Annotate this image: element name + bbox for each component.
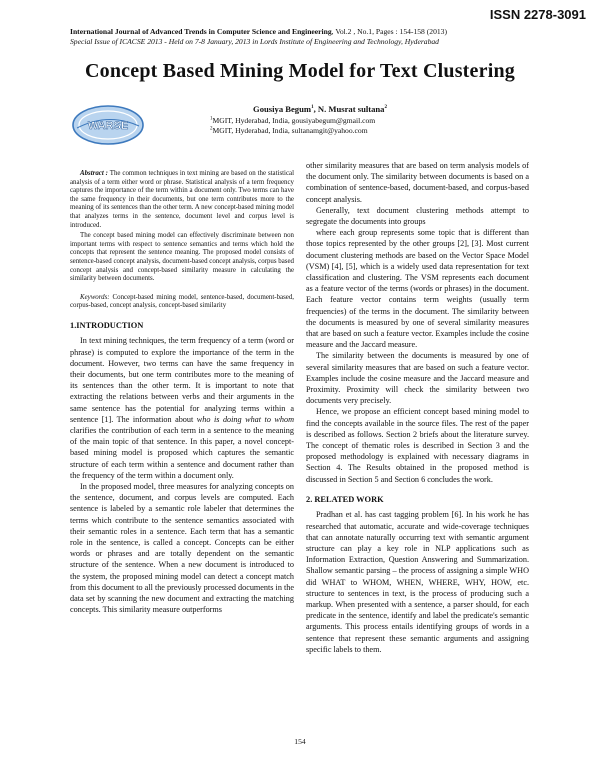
aff-1-sup: 1: [210, 116, 213, 122]
keywords-text: Concept-based mining model, sentence-based, document-based, corpus-based, concept analysis, concept-based similarity: [70, 293, 294, 310]
aff-2-text: MGIT, Hyderabad, India, sultanamgit@yahoo.com: [212, 126, 368, 135]
related-work-p1: Pradhan et al. has cast tagging problem [6]. In his work he has researched that automatic, accurate and wide-coverage techniques that can annotate naturally occurring text with semantic argument structure can play a key role in NLP applications such as Information Extraction, Question Answering and Summarization. Shallow semantic parsing – the process of assigning a simple WHO did WHAT to WHOM, WHEN, WHERE, WHY, HOW, etc. structure to sentences in text, is the process of producing such a markup. When presented with a sentence, a parser should, for each predicate in the sentence, identify and label the predicate's semantic arguments. This process entails identifying groups of words in a sentence that represent these semantic arguments and assigning specific labels to them.: [306, 510, 529, 654]
keywords-label: Keywords:: [80, 293, 110, 301]
author-names: [200, 104, 440, 114]
page-number: 154: [294, 737, 306, 746]
author-2: N. Musrat sultana: [317, 104, 385, 114]
journal-header: [70, 27, 560, 47]
journal-name: International Journal of Advanced Trends in Computer Science and Engineering: [70, 27, 332, 36]
right-p3: where each group represents some topic that is different than those topics represented by the other groups [2], [3]. Most current document clustering methods are based on the Vector Space Model (VSM) [4], [5], which is a widely used data representation for text classification and clustering. The VSM represents each document as a feature vector of the terms (words or phrases) in the document. Each feature vector contains term weights (usually term frequencies) of the terms in the document. The similarity between the documents is measured by one of several similarity measures that are based on such a feature vector. Examples include the cosine measure and the Jaccard measure.: [306, 228, 529, 350]
right-p4: The similarity between the documents is measured by one of several similarity measures that are based on such a feature vector. Examples include the cosine measure and the Jaccard measure and Proximity. Proximity will check the similarity between two documents very precisely.: [306, 351, 529, 406]
intro-p2: In the proposed model, three measures for analyzing concepts on the sentence, document, and corpus levels are computed. Each sentence is labeled by a semantic role labeler that determines the terms which contribute to the sentence semantics associated with their semantic roles in a sentence. Each term that has a semantic role in the sentence, is called a concept. Concepts can be either words or phrases and are totally dependent on the semantic structure of the sentence. When a new document is introduced to the system, the proposed mining model can detect a concept match from this document to all the previously processed documents in the data set by scanning the new document and extracting the matching concepts. This similarity measure outperforms: [70, 481, 294, 615]
right-column: [306, 160, 529, 655]
author-separator: ,: [313, 104, 318, 114]
author-1: Gousiya Begum: [253, 104, 312, 114]
affiliation-1: [200, 116, 500, 126]
author-1-sup: 1: [311, 105, 314, 111]
related-work-heading: 2. RELATED WORK: [306, 494, 384, 504]
paper-title: Concept Based Mining Model for Text Clustering: [85, 60, 515, 82]
logo-text: WARSE: [87, 120, 129, 132]
intro-p1: In text mining techniques, the term frequency of a term (word or phrase) is computed to explore the importance of the term in the document. However, two terms can have the same frequency in their documents, but one term contributes more to the meaning of its sentences than the other term. It is important to note that extracting the relations between verbs and their arguments in the same sentence has the potential for analyzing terms within a sentence [1]. The information about who is doing what to whom clarifies the contribution of each term in a sentence to the meaning of the main topic of that sentence. In this paper, a novel concept-based mining model is proposed which captures the semantic structure of each term within a sentence and document rather than the frequency of the term within a document only.: [70, 336, 294, 480]
special-issue: Special Issue of ICACSE 2013 - Held on 7-8 January, 2013 in Lords Institute of Engineering and Technology, Hyderabad: [70, 37, 439, 46]
journal-details: , Vol.2 , No.1, Pages : 154-158 (2013): [331, 27, 447, 36]
intro-emphasis: who is doing what to whom: [196, 414, 294, 424]
journal-line: [70, 27, 560, 37]
left-column: [70, 170, 294, 615]
abstract-text-1: The common techniques in text mining are based on the statistical analysis of a term either word or phrase. Statistical analysis of a term frequency captures the importance of the term within a document only. Two terms can have the same frequency in their documents, but one term contributes more to the meaning of its sentences than the other term. A new concept-based mining model that analyzes terms in the sentence, document level and corpus level is introduced.: [70, 170, 294, 229]
affiliation-2: [200, 126, 500, 136]
authors-block: [200, 104, 500, 136]
warse-logo: [71, 104, 145, 146]
abstract-label: Abstract :: [80, 170, 108, 177]
right-p1: other similarity measures that are based on term analysis models of the document only. The similarity between documents is based on a combination of sentence-based, document-based, and corpus-based concept analysis.: [306, 161, 529, 204]
abstract-p1: [70, 170, 294, 230]
issn: ISSN 2278-3091: [489, 7, 586, 22]
aff-2-sup: 2: [210, 126, 213, 132]
keywords: [70, 294, 294, 311]
author-2-sup: 2: [384, 105, 387, 111]
aff-1-text: MGIT, Hyderabad, India, gousiyabegum@gmail.com: [212, 116, 376, 125]
right-p5: Hence, we propose an efficient concept based mining model to find the concepts available in the source files. The rest of the paper is described as follows. Section 2 briefs about the literature survey. The concept of thematic roles is described in Section 3 and the proposed methodology is explained with necessary diagrams in Section 4. The Results obtained in the proposed method is discussed in Section 5 and Section 6 concludes the work.: [306, 407, 529, 484]
intro-heading: 1.INTRODUCTION: [70, 320, 144, 330]
right-p2: Generally, text document clustering methods attempt to segregate the documents into groups: [306, 205, 529, 227]
abstract-p2: The concept based mining model can effectively discriminate between non important terms with respect to sentence semantics and terms which hold the concepts that represent the sentence meaning. The proposed model consists of sentence-based concept analysis, document-based concept analysis, corpus based concept analysis and concept-based similarity measure in calculating the similarity between documents.: [70, 232, 294, 283]
